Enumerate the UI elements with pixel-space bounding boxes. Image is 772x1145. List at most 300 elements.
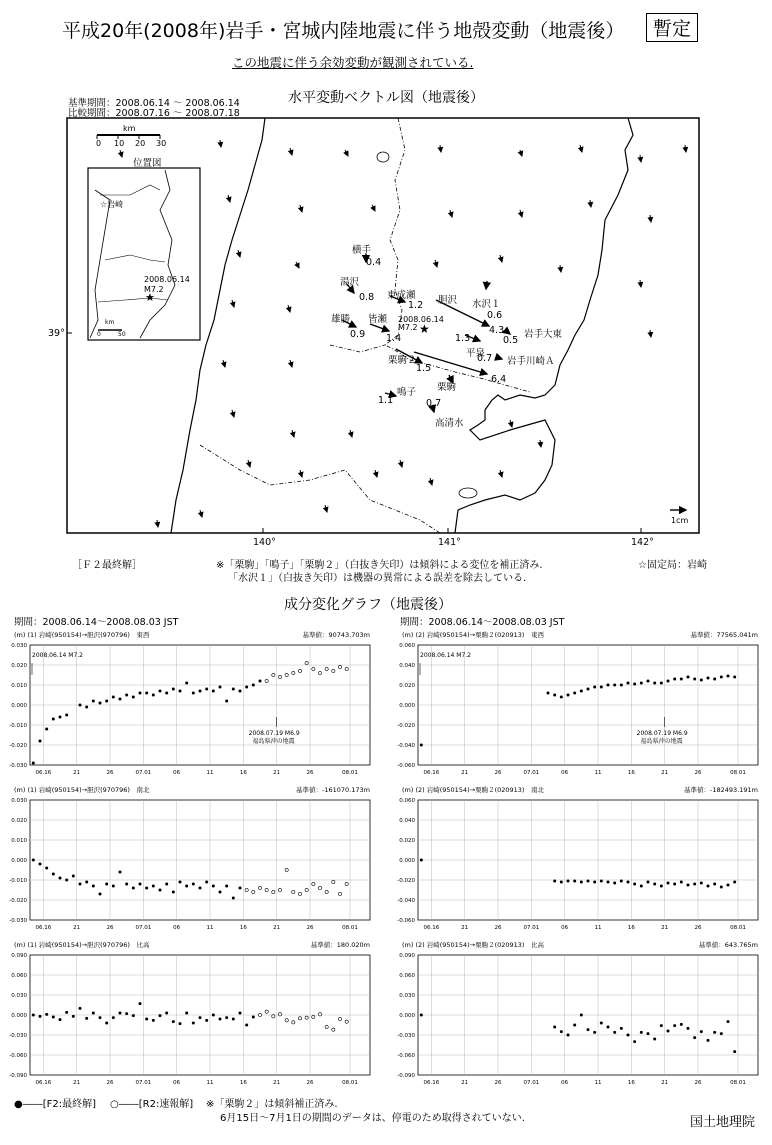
x-tick-label: 06 xyxy=(173,770,181,776)
scale-tick-10: 10 xyxy=(114,139,125,148)
x-tick-label: 07.01 xyxy=(523,925,540,931)
data-point xyxy=(112,885,114,887)
graph-base-value: 基準値：643.765m xyxy=(698,941,758,949)
quake-annotation: 福島県沖の地震 xyxy=(252,738,295,745)
quake-annotation: 2008.06.14 M7.2 xyxy=(420,652,471,659)
y-tick-label: -0.030 xyxy=(9,1033,27,1039)
data-point xyxy=(693,678,695,680)
y-tick-label: -0.060 xyxy=(397,918,415,924)
data-point xyxy=(39,740,41,742)
period-left: 期間：2008.06.14～2008.08.03 JST xyxy=(14,617,179,628)
data-point xyxy=(292,890,295,893)
x-tick-label: 26 xyxy=(306,770,314,776)
data-point xyxy=(232,688,234,690)
data-point xyxy=(332,1028,335,1031)
data-point xyxy=(225,885,227,887)
data-point xyxy=(733,676,735,678)
solution-note: ［Ｆ２最終解］ xyxy=(72,560,142,571)
x-tick-label: 26 xyxy=(306,925,314,931)
data-point xyxy=(667,1030,669,1032)
data-point xyxy=(172,1020,174,1022)
data-point xyxy=(92,1012,94,1014)
lon-label-141: 141° xyxy=(438,537,461,548)
data-point xyxy=(105,1022,107,1024)
data-point xyxy=(45,1013,47,1015)
x-tick-label: 26 xyxy=(694,1080,702,1086)
y-tick-label: -0.060 xyxy=(9,1053,27,1059)
graph-header: (m) (1) 岩崎(950154)→胆沢(970796) 南北 xyxy=(14,786,150,794)
x-tick-label: 16 xyxy=(239,1080,247,1086)
data-point xyxy=(587,1028,589,1030)
station-name: 栗駒 xyxy=(437,382,457,393)
svg-text:★: ★ xyxy=(419,322,430,336)
data-point xyxy=(667,882,669,884)
data-point xyxy=(567,694,569,696)
station-value: 0.7 xyxy=(426,398,442,409)
data-point xyxy=(647,1032,649,1034)
quake-annotation: 福島県沖の地震 xyxy=(640,738,683,745)
data-point xyxy=(132,1014,134,1016)
data-point xyxy=(165,1012,167,1014)
data-point xyxy=(252,684,254,686)
page-title: 平成20年(2008年)岩手・宮城内陸地震に伴う地殻変動（地震後） xyxy=(62,20,625,42)
station-value: 1.2 xyxy=(408,300,424,311)
station-name: 平泉 xyxy=(466,348,486,359)
data-point xyxy=(272,673,275,676)
data-point xyxy=(312,1015,315,1018)
y-tick-label: -0.020 xyxy=(9,898,27,904)
period-right: 期間：2008.06.14～2008.08.03 JST xyxy=(400,617,565,628)
data-point xyxy=(687,884,689,886)
x-tick-label: 08.01 xyxy=(730,770,746,776)
y-tick-label: -0.020 xyxy=(397,723,415,729)
scale-tick-0: 0 xyxy=(96,139,102,148)
x-tick-label: 21 xyxy=(273,1080,281,1086)
data-point xyxy=(59,716,61,718)
data-point xyxy=(647,881,649,883)
data-point xyxy=(119,698,121,700)
data-point xyxy=(272,890,275,893)
y-tick-label: 0.000 xyxy=(11,858,27,864)
data-point xyxy=(72,1015,74,1017)
data-point xyxy=(252,890,255,893)
data-point xyxy=(245,1024,247,1026)
lat-label: 39° xyxy=(48,328,65,339)
data-point xyxy=(278,1013,281,1016)
compare-period: 比較期間：2008.07.16 ～ 2008.07.18 xyxy=(68,108,240,119)
footer-note-1: ※「栗駒２」は傾斜補正済み. xyxy=(206,1099,338,1110)
data-point xyxy=(667,680,669,682)
data-point xyxy=(85,881,87,883)
x-tick-label: 07.01 xyxy=(135,1080,152,1086)
data-point xyxy=(212,1014,214,1016)
y-tick-label: 0.030 xyxy=(11,643,27,649)
scale-tick-30: 30 xyxy=(156,139,167,148)
data-point xyxy=(318,1013,321,1016)
data-point xyxy=(713,1031,715,1033)
provisional-badge: 暫定 xyxy=(646,13,698,42)
inset-quake-date: 2008.06.14 xyxy=(144,275,190,284)
data-point xyxy=(212,885,214,887)
data-point xyxy=(32,1014,34,1016)
data-point xyxy=(298,669,301,672)
y-tick-label: 0.060 xyxy=(399,973,415,979)
x-tick-label: 21 xyxy=(661,770,669,776)
data-point xyxy=(312,882,315,885)
svg-text:★: ★ xyxy=(145,291,155,304)
x-tick-label: 21 xyxy=(273,925,281,931)
data-point xyxy=(713,883,715,885)
x-tick-label: 26 xyxy=(106,770,114,776)
inset-scale-0: 0 xyxy=(97,331,101,338)
y-tick-label: -0.010 xyxy=(9,878,27,884)
data-point xyxy=(707,1039,709,1041)
data-point xyxy=(680,881,682,883)
y-tick-label: -0.020 xyxy=(397,878,415,884)
data-point xyxy=(607,684,609,686)
graph-header: (m) (1) 岩崎(950154)→胆沢(970796) 東西 xyxy=(14,631,150,639)
data-point xyxy=(325,667,328,670)
data-point xyxy=(593,686,595,688)
station-name: 東成瀬 xyxy=(387,290,416,301)
data-point xyxy=(145,1018,147,1020)
data-point xyxy=(239,1012,241,1014)
data-point xyxy=(305,661,308,664)
footer-note-2: 6月15日～7月1日の期間のデータは、停電のため取得されていない. xyxy=(220,1113,525,1124)
data-point xyxy=(580,690,582,692)
data-point xyxy=(733,1050,735,1052)
data-point xyxy=(620,684,622,686)
data-point xyxy=(125,883,127,885)
data-point xyxy=(125,694,127,696)
graph-base-value: 基準値：77565.041m xyxy=(690,631,758,639)
data-point xyxy=(298,892,301,895)
data-point xyxy=(245,686,247,688)
x-tick-label: 06 xyxy=(173,1080,181,1086)
data-point xyxy=(553,1026,555,1028)
y-tick-label: -0.090 xyxy=(9,1073,27,1079)
y-tick-label: 0.020 xyxy=(11,818,27,824)
data-point xyxy=(185,682,187,684)
data-point xyxy=(152,885,154,887)
data-point xyxy=(660,1024,662,1026)
station-name: 雄勝 xyxy=(331,314,351,325)
x-tick-label: 11 xyxy=(206,1080,214,1086)
data-point xyxy=(285,1019,288,1022)
data-point xyxy=(139,883,141,885)
x-tick-label: 21 xyxy=(661,1080,669,1086)
station-value: 1.5 xyxy=(416,363,432,374)
graph-base-value: 基準値：180.020m xyxy=(310,941,370,949)
data-point xyxy=(325,1025,328,1028)
data-point xyxy=(338,665,341,668)
station-value: 0.6 xyxy=(487,310,503,321)
data-point xyxy=(145,692,147,694)
y-tick-label: -0.030 xyxy=(397,1033,415,1039)
data-point xyxy=(225,1016,227,1018)
inset-scale-unit: km xyxy=(105,319,115,326)
station-name: 岩手大東 xyxy=(524,329,563,340)
x-tick-label: 08.01 xyxy=(730,1080,746,1086)
data-point xyxy=(285,868,288,871)
data-point xyxy=(72,875,74,877)
station-name: 鳴子 xyxy=(397,387,417,398)
data-point xyxy=(720,886,722,888)
data-point xyxy=(172,688,174,690)
station-name: 栗駒２ xyxy=(388,355,417,366)
inset-iwasaki: ☆岩崎 xyxy=(100,200,124,209)
station-name: 岩手川崎Ａ xyxy=(507,356,555,367)
y-tick-label: 0.040 xyxy=(399,818,415,824)
data-point xyxy=(105,883,107,885)
data-point xyxy=(653,682,655,684)
y-tick-label: -0.060 xyxy=(397,763,415,769)
data-point xyxy=(338,892,341,895)
data-point xyxy=(600,1022,602,1024)
x-tick-label: 26 xyxy=(106,1080,114,1086)
station-value: 6.4 xyxy=(491,374,507,385)
x-tick-label: 08.01 xyxy=(342,1080,358,1086)
data-point xyxy=(727,1020,729,1022)
vector-scale-label: 1cm xyxy=(671,516,689,525)
x-tick-label: 16 xyxy=(627,770,635,776)
data-point xyxy=(199,887,201,889)
data-point xyxy=(258,886,261,889)
data-point xyxy=(700,679,702,681)
data-point xyxy=(620,1027,622,1029)
data-point xyxy=(92,700,94,702)
y-tick-label: -0.030 xyxy=(9,918,27,924)
station-value: 0.7 xyxy=(477,353,493,364)
data-point xyxy=(713,678,715,680)
data-point xyxy=(139,1002,141,1004)
data-point xyxy=(640,682,642,684)
data-point xyxy=(239,690,241,692)
data-point xyxy=(633,1040,635,1042)
data-point xyxy=(219,1018,221,1020)
data-point xyxy=(59,877,61,879)
data-point xyxy=(79,883,81,885)
data-point xyxy=(119,871,121,873)
data-point xyxy=(627,881,629,883)
x-tick-label: 16 xyxy=(239,770,247,776)
legend-quick: ○――[R2:速報解] xyxy=(110,1099,194,1110)
data-point xyxy=(152,1019,154,1021)
y-tick-label: 0.010 xyxy=(11,838,27,844)
x-tick-label: 06 xyxy=(561,770,569,776)
data-point xyxy=(627,682,629,684)
data-point xyxy=(587,880,589,882)
data-point xyxy=(65,1011,67,1013)
data-point xyxy=(85,1017,87,1019)
data-point xyxy=(159,690,161,692)
y-tick-label: 0.010 xyxy=(11,683,27,689)
inset-quake-mag: M7.2 xyxy=(144,285,164,294)
data-point xyxy=(707,677,709,679)
x-tick-label: 26 xyxy=(306,1080,314,1086)
x-tick-label: 26 xyxy=(694,925,702,931)
data-point xyxy=(693,883,695,885)
data-point xyxy=(567,880,569,882)
data-point xyxy=(219,891,221,893)
station-name: 水沢１ xyxy=(472,299,501,310)
station-value: 0.9 xyxy=(350,329,366,340)
data-point xyxy=(52,1016,54,1018)
data-point xyxy=(647,680,649,682)
data-point xyxy=(660,885,662,887)
lon-label-142: 142° xyxy=(631,537,654,548)
x-tick-label: 06.16 xyxy=(35,770,52,776)
x-tick-label: 11 xyxy=(594,770,602,776)
data-point xyxy=(305,888,308,891)
y-tick-label: 0.060 xyxy=(11,973,27,979)
data-point xyxy=(225,700,227,702)
y-tick-label: 0.000 xyxy=(399,858,415,864)
quake-date: 2008.06.14 xyxy=(398,315,444,324)
data-point xyxy=(232,1018,234,1020)
data-point xyxy=(733,881,735,883)
correction-note-2: 「水沢１」（白抜き矢印）は機器の異常による誤差を除去している. xyxy=(228,573,527,584)
data-point xyxy=(219,686,221,688)
data-point xyxy=(653,883,655,885)
data-point xyxy=(720,1032,722,1034)
data-point xyxy=(192,883,194,885)
y-tick-label: 0.020 xyxy=(11,663,27,669)
data-point xyxy=(245,888,248,891)
data-point xyxy=(205,1019,207,1021)
data-point xyxy=(420,1014,422,1016)
quake-annotation: 2008.07.19 M6.9 xyxy=(248,730,300,737)
data-point xyxy=(32,762,34,764)
data-point xyxy=(627,1034,629,1036)
station-value: 1.1 xyxy=(378,395,394,406)
x-tick-label: 16 xyxy=(239,925,247,931)
y-tick-label: -0.090 xyxy=(397,1073,415,1079)
data-point xyxy=(727,884,729,886)
fixed-station-note: ☆固定局：岩崎 xyxy=(638,560,707,571)
x-tick-label: 26 xyxy=(494,1080,502,1086)
x-tick-label: 21 xyxy=(461,1080,469,1086)
data-point xyxy=(165,883,167,885)
data-point xyxy=(239,887,241,889)
station-name: 胆沢 xyxy=(438,295,458,306)
station-name: 湯沢 xyxy=(340,277,360,288)
data-point xyxy=(99,893,101,895)
data-point xyxy=(79,704,81,706)
data-point xyxy=(325,890,328,893)
data-point xyxy=(560,881,562,883)
base-period: 基準期間：2008.06.14 ～ 2008.06.14 xyxy=(68,98,240,109)
data-point xyxy=(85,706,87,708)
data-point xyxy=(607,881,609,883)
graph-header: (m) (2) 岩崎(950154)→栗駒２(020913) 比高 xyxy=(402,941,544,949)
data-point xyxy=(673,678,675,680)
data-point xyxy=(112,696,114,698)
x-tick-label: 21 xyxy=(661,925,669,931)
x-tick-label: 11 xyxy=(594,925,602,931)
x-tick-label: 07.01 xyxy=(523,1080,540,1086)
data-point xyxy=(105,700,107,702)
y-tick-label: -0.060 xyxy=(397,1053,415,1059)
y-tick-label: 0.000 xyxy=(399,703,415,709)
inset-title: 位置図 xyxy=(133,158,162,169)
y-tick-label: 0.000 xyxy=(11,1013,27,1019)
data-point xyxy=(252,1016,254,1018)
data-point xyxy=(65,714,67,716)
data-point xyxy=(640,1031,642,1033)
x-tick-label: 21 xyxy=(461,770,469,776)
graph-header: (m) (1) 岩崎(950154)→胆沢(970796) 比高 xyxy=(14,941,150,949)
data-point xyxy=(119,1012,121,1014)
data-point xyxy=(607,1026,609,1028)
graph-header: (m) (2) 岩崎(950154)→栗駒２(020913) 東西 xyxy=(402,631,544,639)
data-point xyxy=(720,676,722,678)
y-tick-label: 0.090 xyxy=(11,953,27,959)
data-point xyxy=(185,885,187,887)
y-tick-label: 0.030 xyxy=(11,798,27,804)
x-tick-label: 16 xyxy=(627,925,635,931)
data-point xyxy=(673,883,675,885)
data-point xyxy=(633,683,635,685)
data-point xyxy=(567,1034,569,1036)
quake-annotation: 2008.06.14 M7.2 xyxy=(32,652,83,659)
data-point xyxy=(640,885,642,887)
data-point xyxy=(285,673,288,676)
data-point xyxy=(633,883,635,885)
data-point xyxy=(420,859,422,861)
x-tick-label: 26 xyxy=(494,770,502,776)
x-tick-label: 06.16 xyxy=(35,925,52,931)
data-point xyxy=(620,880,622,882)
station-name: 皆瀬 xyxy=(368,314,388,325)
data-point xyxy=(132,696,134,698)
data-point xyxy=(99,1016,101,1018)
data-point xyxy=(573,880,575,882)
data-point xyxy=(700,1030,702,1032)
data-point xyxy=(192,1022,194,1024)
y-tick-label: 0.000 xyxy=(11,703,27,709)
x-tick-label: 06.16 xyxy=(423,1080,440,1086)
x-tick-label: 21 xyxy=(73,925,81,931)
data-point xyxy=(39,863,41,865)
data-point xyxy=(613,684,615,686)
data-point xyxy=(318,671,321,674)
data-point xyxy=(687,676,689,678)
x-tick-label: 06 xyxy=(561,1080,569,1086)
data-point xyxy=(112,1016,114,1018)
station-value: 1.4 xyxy=(386,333,402,344)
data-point xyxy=(179,1022,181,1024)
data-point xyxy=(205,881,207,883)
data-point xyxy=(345,1020,348,1023)
data-point xyxy=(707,885,709,887)
x-tick-label: 21 xyxy=(461,925,469,931)
x-tick-label: 07.01 xyxy=(135,770,152,776)
correction-note-1: ※「栗駒」「鳴子」「栗駒２」（白抜き矢印）は傾斜による変位を補正済み. xyxy=(216,560,543,571)
y-tick-label: 0.020 xyxy=(399,683,415,689)
y-tick-label: 0.060 xyxy=(399,798,415,804)
data-point xyxy=(258,1013,261,1016)
data-point xyxy=(653,1038,655,1040)
data-point xyxy=(92,885,94,887)
data-point xyxy=(345,667,348,670)
data-point xyxy=(132,887,134,889)
data-point xyxy=(338,1017,341,1020)
data-point xyxy=(727,675,729,677)
data-point xyxy=(139,692,141,694)
data-point xyxy=(332,880,335,883)
org-name: 国土地理院 xyxy=(690,1115,756,1130)
